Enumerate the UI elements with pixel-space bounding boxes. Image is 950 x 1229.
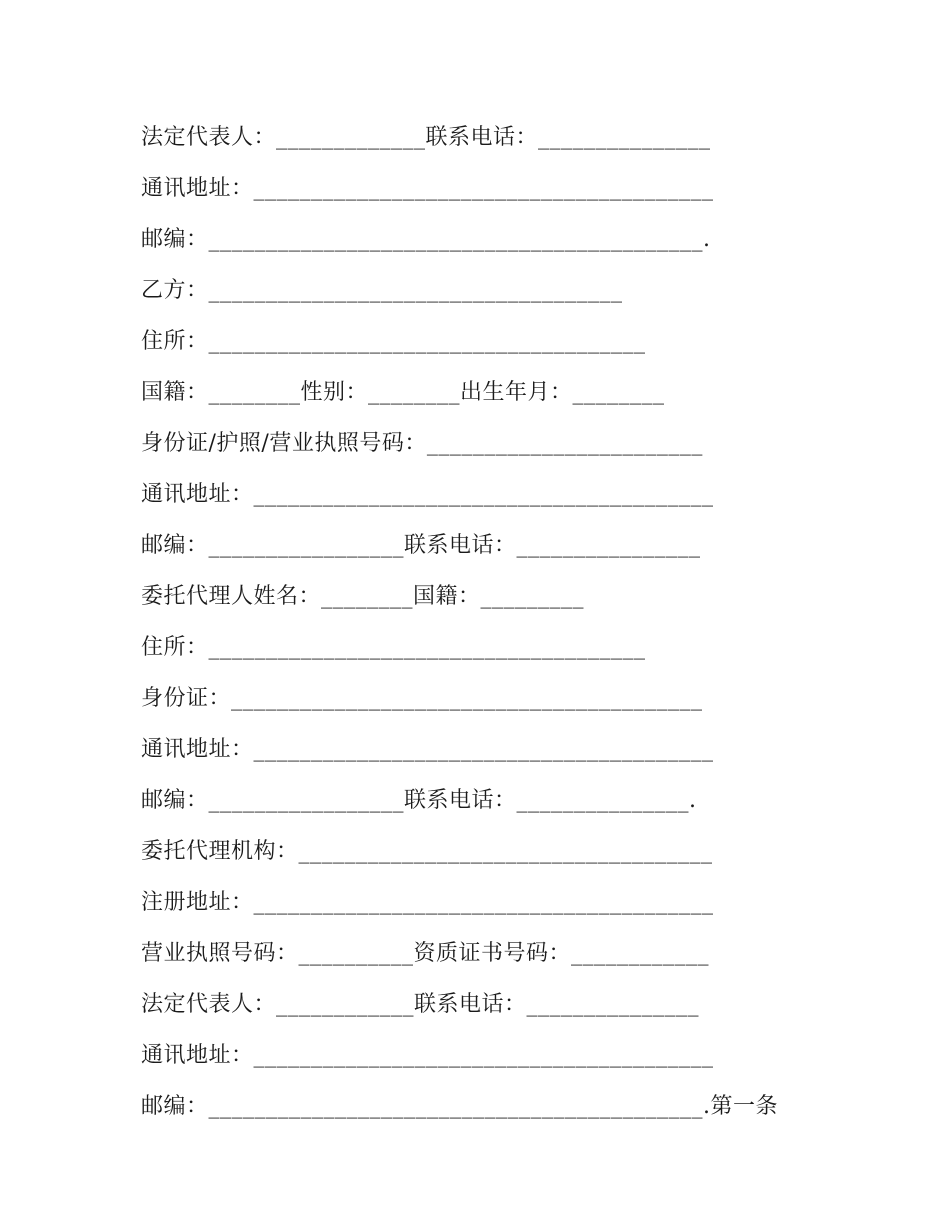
line-text: 通讯地址：________________________________________ [141,176,714,201]
mailing-address-line [141,467,841,518]
line-text: 邮编：___________________________________________. [141,227,711,252]
postal-code-phone-line [141,518,841,569]
postal-code-article-line [141,1079,841,1130]
party-b-line [141,263,841,314]
agent-name-nationality-line [141,569,841,620]
legal-representative-line [141,977,841,1028]
residence-line [141,620,841,671]
postal-code-phone-line [141,773,841,824]
id-card-line [141,671,841,722]
mailing-address-line [141,1028,841,1079]
line-text: 委托代理人姓名：________国籍：_________ [141,584,585,609]
mailing-address-line [141,161,841,212]
line-text: 法定代表人：____________联系电话：_______________ [141,992,700,1017]
line-text: 身份证：_________________________________________ [141,686,703,711]
line-text: 通讯地址：________________________________________ [141,737,714,762]
postal-code-line [141,212,841,263]
residence-line [141,314,841,365]
line-text: 身份证/护照/营业执照号码：________________________ [141,431,703,456]
agency-line [141,824,841,875]
mailing-address-line [141,722,841,773]
contract-party-form [141,110,841,1130]
legal-representative-line [141,110,841,161]
nationality-gender-birth-line [141,365,841,416]
line-text: 住所：______________________________________ [141,635,646,660]
line-text: 营业执照号码：__________资质证书号码：____________ [141,941,710,966]
license-certificate-line [141,926,841,977]
line-text: 邮编：_________________联系电话：________________ [141,533,701,558]
line-text: 注册地址：________________________________________ [141,890,714,915]
line-text: 通讯地址：________________________________________ [141,482,714,507]
line-text: 住所：______________________________________ [141,329,646,354]
registered-address-line [141,875,841,926]
line-text: 乙方：____________________________________ [141,278,623,303]
line-text: 邮编：_________________联系电话：_______________. [141,788,697,813]
line-text: 邮编：___________________________________________.第一条 [141,1094,778,1119]
line-text: 国籍：________性别：________出生年月：________ [141,380,665,405]
line-text: 通讯地址：________________________________________ [141,1043,714,1068]
id-passport-license-line [141,416,841,467]
line-text: 法定代表人：_____________联系电话：_______________ [141,125,711,150]
line-text: 委托代理机构：____________________________________ [141,839,713,864]
